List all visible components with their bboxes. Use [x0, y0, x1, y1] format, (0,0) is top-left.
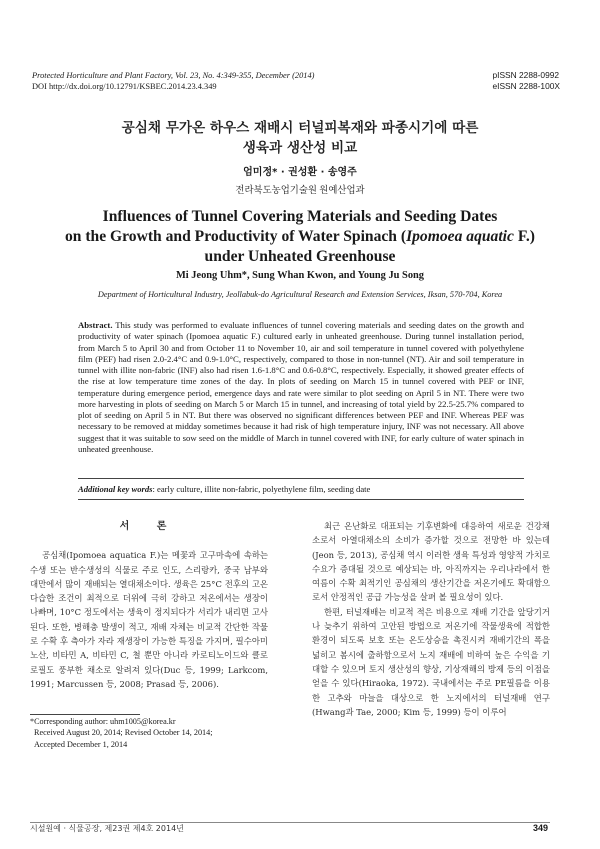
keywords-rule-bottom: [78, 499, 524, 500]
section-heading-introduction: 서 론: [119, 521, 179, 532]
keywords-text: : early culture, illite non-fabric, polyethylene film, seeding date: [152, 484, 371, 494]
journal-citation: [32, 70, 314, 92]
korean-authors: 엄미정* · 권성환 · 송영주: [243, 167, 357, 178]
english-authors: Mi Jeong Uhm*, Sung Whan Kwon, and Young Ju Song: [175, 270, 424, 281]
korean-affiliation: 전라북도농업기술원 원예산업과: [235, 186, 365, 196]
intro-paragraph-3: 한편, 터널재배는 비교적 적은 비용으로 재배 기간을 앞당기거나 늦추기 위하여 고안된 방법으로 저온기에 작물생육에 적합한 환경이 되도록 보호 또는 온도상승을 촉진시켜 재배기간의 폭을 넓히고 봄시에 출하함으로서 노지 재배에 비하여 높은 수익을 기대할 수 있으며 토지 생산성의 향상, 기상재해의 방제 등의 이점을 얻을 수 있다(Hiraoka, 1972). 국내에서는 주로 PE필름을 이용한 고추와 마늘을 대상으로 한 노지에서의 터널재배 연구(Hwang과 Tae, 2000; Kim 등, 1999) 등이 이루어: [312, 606, 550, 717]
english-affiliation: Department of Horticultural Industry, Jeollabuk-do Agricultural Research and Extension Services, Iksan, 570-704, Korea: [97, 290, 503, 299]
footer-journal: 시설원예 · 식물공장, 제23권 제4호 2014년: [30, 824, 184, 833]
korean-title-line1: 공심채 무가온 하우스 재배시 터널피복재와 파종시기에 따른: [121, 120, 479, 136]
doi-line[interactable]: DOI http://dx.doi.org/10.12791/KSBEC.2014.23.4.349: [32, 82, 217, 91]
abstract: [78, 320, 524, 455]
english-title: [0, 207, 600, 267]
keywords-rule-top: [78, 478, 524, 479]
english-title-line3: under Unheated Greenhouse: [204, 248, 396, 265]
page-number: 349: [532, 823, 548, 833]
intro-paragraph-1: 공심채(Ipomoea aquatica F.)는 메꽃과 고구마속에 속하는 수생 또는 반수생성의 식물로 주로 인도, 스리랑카, 중국 남부와 대만에서 많이 재배되는 열대채소이다. 생육은 25°C 전후의 고온다습한 조건이 최적으로 더위에 극히 강하고 저온에서는 생장이 나빠며, 10°C 정도에서는 생육이 정지되다가 서리가 내리면 고사된다. 또한, 병해충 발생이 적고, 재배 자체는 비교적 간단한 작물로 수확 후 측아가 자라 재생장이 가능한 특징을 가지며, 필수아미노산, 비타민 A, 비타민 C, 철 뿐만 아니라 카로티노이드와 클로로필도 풍부한 채소로 알려져 있다(Duc 등, 1999; Larkcom, 1991; Marcussen 등, 2008; Prasad 등, 2006).: [30, 550, 268, 689]
eissn: eISSN 2288-100X: [492, 81, 560, 91]
abstract-label: Abstract.: [78, 320, 113, 330]
intro-paragraph-2: 최근 온난화로 대표되는 기후변화에 대응하여 새로운 건강채소로서 아열대채소의 소비가 증가할 것으로 전망한 바 있는데(Jeon 등, 2013), 공심채 역시 이러한 생육 특성과 영양적 가치로 수요가 증대될 것으로 예상되는 바, 아직까지는 우리나라에서 한여름이 수확 최적기인 공심채의 생산기간을 저온기에도 확대함으로서 안정적인 공급 가능성을 살펴 볼 필요성이 있다.: [312, 521, 550, 603]
english-title-line1: Influences of Tunnel Covering Materials and Seeding Dates: [102, 208, 498, 225]
issn-block: [492, 70, 560, 92]
pissn: pISSN 2288-0992: [492, 70, 560, 80]
received-dates: Received August 20, 2014; Revised October 14, 2014;: [34, 728, 213, 738]
keywords-label: Additional key words: [78, 484, 153, 494]
corresponding-author: *Corresponding author: uhm1005@korea.kr: [30, 717, 176, 726]
keywords: [78, 484, 524, 494]
accepted-date: Accepted December 1, 2014: [34, 739, 128, 749]
species-name: Ipomoea aquatic: [406, 228, 514, 245]
body-column-right: [312, 519, 550, 719]
korean-title-line2: 생육과 생산성 비교: [242, 140, 358, 156]
body-column-left: [30, 520, 268, 691]
korean-title: [0, 118, 600, 158]
footnote-rule: [30, 714, 140, 715]
title-line2-post: F.): [513, 228, 536, 245]
journal-name-volume: Protected Horticulture and Plant Factory, Vol. 23, No. 4:349-355, December (2014): [32, 71, 315, 80]
title-line2-pre: on the Growth and Productivity of Water Spinach (: [64, 228, 407, 245]
abstract-text: This study was performed to evaluate influences of tunnel covering materials and seeding dates on the growth and productivity of water spinach (Ipomoea aquatic F.) cultured early in unheated greenhouse. During tunnel installation period, from March 5 to April 30 and from October 11 to November 10, air and soil temperature in tunnel covered with polyethylene film (PEF) had risen 2.0-2.4°C and 0.9-1.0°C, respectively, compared to those in non-tunnel (NT). Air and soil temperature in tunnel with illite non-fabric (INF) also had risen 1.6-1.8°C and 0.6-0.8°C, respectively. Especially, it showed greater effects of the rise at low temperature time zones of the day. In plots of seeding on March 15 in tunnel covered with PEF or INF, temperature during emergence period, emergence days and rate were similar to plot seeding on April 5 in NT. There were two more harvesting in plots of seeding on March 5 or March 15 in tunnel, and increasing of total yield by 22.5-25.7% compared to plot of seeding on April 5 in NT. But there was observed no significant differences between PEF and INF. Whereas PEF was necessary to be removed at midday sometimes because it had risk of high temperature injury, INF was not necessary. All above suggest that it was suitable to sow seed on the middle of March in tunnel covered with INF, for early culture of water spinach in unheated greenhouse.: [78, 320, 524, 454]
footnote: [30, 716, 290, 750]
english-title-line2: [0, 227, 600, 247]
